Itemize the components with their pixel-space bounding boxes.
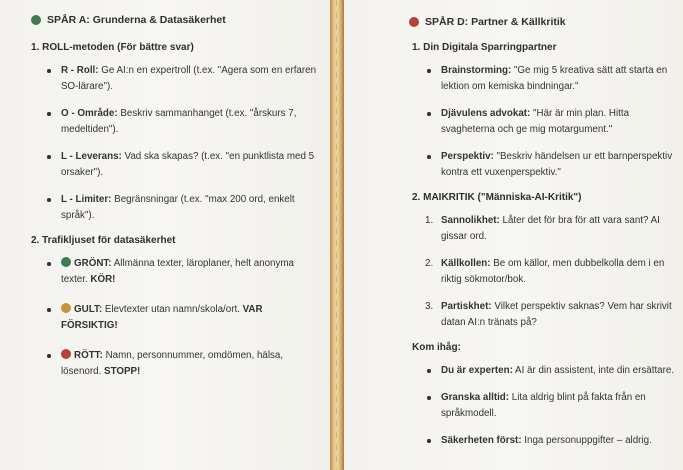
item-term: Du är experten: (441, 365, 513, 376)
item-text: Vilket perspektiv saknas? Vem har skrivit datan AI:n tränats på? (441, 301, 672, 328)
yellow-light-icon (61, 303, 71, 313)
item-text: "Beskriv händelsen ur ett barnperspektiv kontra ett vuxenperspektiv." (441, 151, 673, 178)
list-item (31, 106, 320, 138)
green-dot-icon (31, 15, 41, 25)
item-emphasis: KÖR! (90, 274, 116, 285)
green-light-icon (61, 257, 71, 267)
track-d-title (409, 16, 675, 28)
list-item (31, 149, 320, 181)
item-text: Låter det för bra för att vara sant? AI gissar ord. (441, 215, 660, 242)
item-text: Be om källor, men dubbelkolla dem i en riktig sökmotor/bok. (441, 258, 665, 285)
red-light-icon (61, 349, 71, 359)
remember-heading: Kom ihåg: (412, 342, 461, 353)
list-item (31, 192, 320, 224)
item-term: Brainstorming: (441, 65, 512, 76)
track-a-title (31, 14, 320, 26)
item-text: Begränsningar (t.ex. "max 200 ord, enkelt språk"). (61, 194, 295, 221)
list-item (409, 363, 675, 379)
item-text: "Ge mig 5 kreativa sätt att starta en lektion om kemiska bindningar." (441, 65, 668, 92)
item-term: Säkerheten först: (441, 435, 522, 446)
item-term: Källkollen: (441, 258, 491, 269)
list-item (31, 63, 320, 95)
sparring-list (409, 63, 675, 181)
item-text: Lita aldrig blint på fakta från en språkmodell. (441, 392, 646, 419)
list-item-green (31, 256, 320, 288)
item-term: RÖTT: (74, 350, 103, 361)
item-text: Ge AI:n en expertroll (t.ex. "Agera som en erfaren SO-lärare"). (61, 65, 317, 92)
list-item-yellow (31, 302, 320, 334)
item-text: Vad ska skapas? (t.ex. "en punktlista med 5 orsaker"). (61, 151, 315, 178)
item-emphasis: STOPP! (104, 366, 141, 377)
item-text: Namn, personnummer, omdömen, hälsa, lösenord. (61, 350, 284, 377)
track-a-title-text: SPÅR A: Grunderna & Datasäkerhet (47, 14, 226, 26)
roll-method-list (31, 63, 320, 224)
list-item (409, 149, 675, 181)
remember-list (409, 363, 675, 449)
right-page (344, 0, 683, 470)
item-number: 2. (425, 258, 434, 269)
list-item (409, 433, 675, 449)
sparring-heading: 1. Din Digitala Sparringpartner (412, 42, 557, 53)
numbered-item (409, 256, 675, 288)
track-d-title-text: SPÅR D: Partner & Källkritik (425, 16, 566, 28)
maikritik-list (409, 213, 675, 331)
list-item (409, 106, 675, 138)
item-term: Djävulens advokat: (441, 108, 531, 119)
item-number: 1. (425, 215, 434, 226)
item-text: Allmänna texter, läroplaner, helt anonyma texter. (61, 258, 295, 285)
item-emphasis: VAR FÖRSIKTIG! (61, 304, 263, 331)
item-term: GULT: (74, 304, 103, 315)
book-spine (330, 0, 344, 470)
item-term: Partiskhet: (441, 301, 492, 312)
item-text: AI är din assistent, inte din ersättare. (512, 365, 675, 376)
list-item (409, 63, 675, 95)
numbered-item (409, 299, 675, 331)
list-item (409, 390, 675, 422)
maikritik-heading: 2. MAIKRITIK ("Människa-AI-Kritik") (412, 192, 582, 203)
item-text: "Här är min plan. Hitta svagheterna och ge mig motargument." (441, 108, 630, 135)
item-term: O - Område: (61, 108, 118, 119)
traffic-light-heading: 2. Trafikljuset för datasäkerhet (31, 235, 176, 246)
item-term: Perspektiv: (441, 151, 494, 162)
roll-method-heading: 1. ROLL-metoden (För bättre svar) (31, 42, 194, 53)
item-term: GRÖNT: (74, 258, 112, 269)
item-term: L - Limiter: (61, 194, 112, 205)
item-term: L - Leverans: (61, 151, 122, 162)
traffic-light-list (31, 256, 320, 380)
red-dot-icon (409, 17, 419, 27)
item-term: Sannolikhet: (441, 215, 500, 226)
item-text: Beskriv sammanhanget (t.ex. "årskurs 7, medeltiden"). (61, 108, 297, 135)
left-page (0, 0, 330, 470)
item-term: Granska alltid: (441, 392, 510, 403)
item-number: 3. (425, 301, 434, 312)
item-text: Inga personuppgifter – aldrig. (521, 435, 652, 446)
item-text: Elevtexter utan namn/skola/ort. (102, 304, 243, 315)
numbered-item (409, 213, 675, 245)
list-item-red (31, 348, 320, 380)
item-term: R - Roll: (61, 65, 99, 76)
